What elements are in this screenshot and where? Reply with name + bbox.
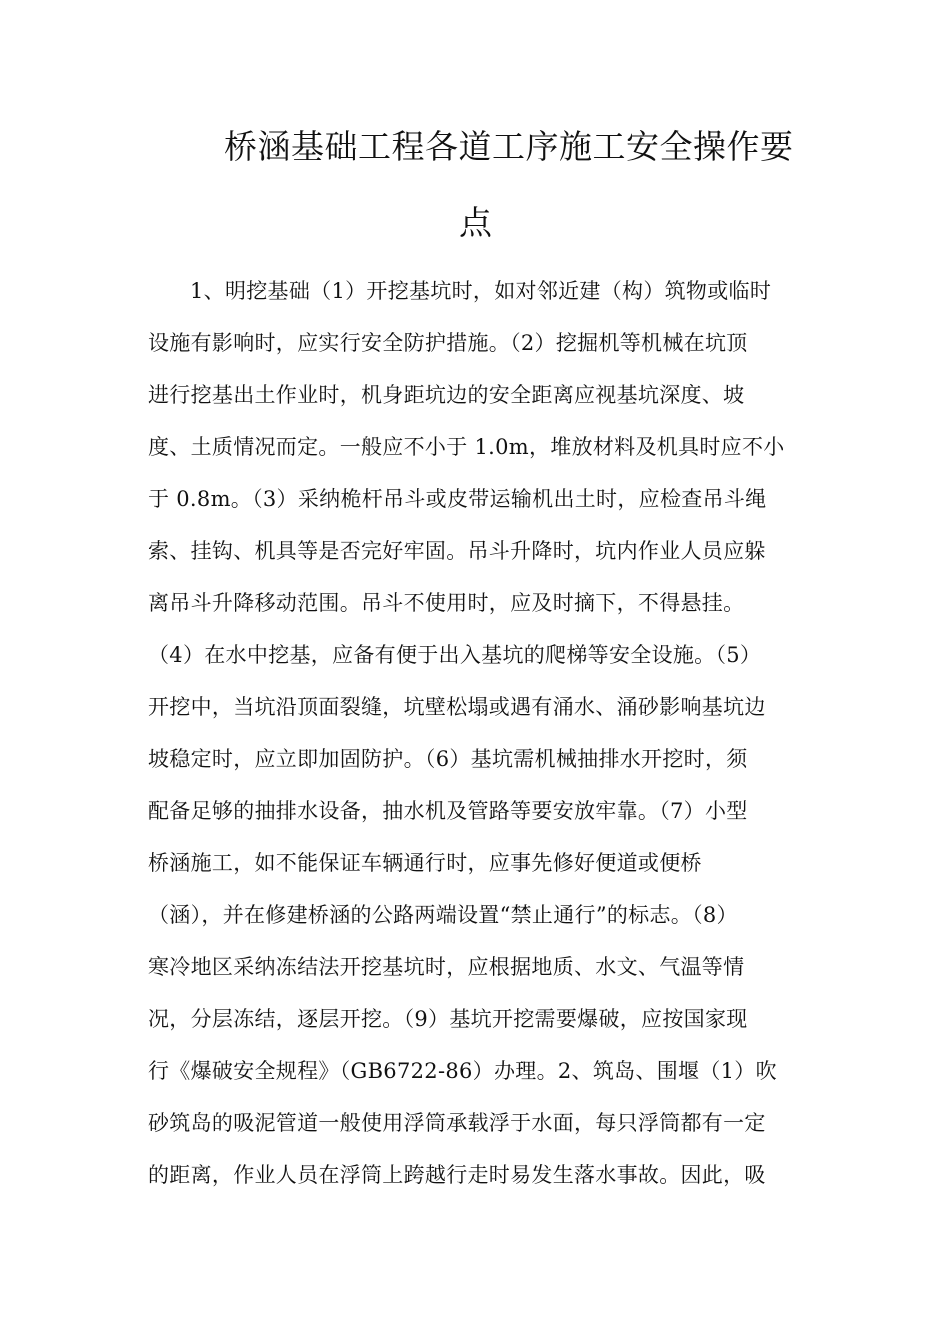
document-title-line-2: 点	[459, 203, 493, 242]
body-line-18: 的距离，作业人员在浮筒上跨越行走时易发生落水事故。因此，吸	[148, 1163, 766, 1187]
body-line-9: 开挖中，当坑沿顶面裂缝，坑壁松塌或遇有涌水、涌砂影响基坑边	[148, 695, 766, 719]
body-line-2: 设施有影响时，应实行安全防护措施。（2）挖掘机等机械在坑顶	[148, 331, 748, 355]
body-line-10: 坡稳定时，应立即加固防护。（6）基坑需机械抽排水开挖时，须	[148, 747, 748, 771]
body-line-12: 桥涵施工，如不能保证车辆通行时，应事先修好便道或便桥	[148, 851, 702, 875]
body-line-8: （4）在水中挖基，应备有便于出入基坑的爬梯等安全设施。（5）	[148, 643, 762, 667]
body-line-11: 配备足够的抽排水设备，抽水机及管路等要安放牢靠。（7）小型	[148, 799, 748, 823]
body-line-4: 度、土质情况而定。一般应不小于 1.0m，堆放材料及机具时应不小	[148, 435, 785, 459]
body-line-17: 砂筑岛的吸泥管道一般使用浮筒承载浮于水面，每只浮筒都有一定	[148, 1111, 766, 1135]
body-line-15: 况，分层冻结，逐层开挖。（9）基坑开挖需要爆破，应按国家现	[148, 1007, 748, 1031]
body-line-13: （涵），并在修建桥涵的公路两端设置“禁止通行”的标志。（8）	[148, 903, 738, 927]
body-line-1: 1、明挖基础（1）开挖基坑时，如对邻近建（构）筑物或临时	[190, 279, 772, 303]
document-title-line-1: 桥涵基础工程各道工序施工安全操作要	[224, 127, 794, 166]
body-line-7: 离吊斗升降移动范围。吊斗不使用时，应及时摘下，不得悬挂。	[148, 591, 745, 615]
body-line-5: 于 0.8m。（3）采纳桅杆吊斗或皮带运输机出土时，应检查吊斗绳	[148, 487, 767, 511]
body-line-6: 索、挂钩、机具等是否完好牢固。吊斗升降时，坑内作业人员应躲	[148, 539, 766, 563]
body-line-14: 寒冷地区采纳冻结法开挖基坑时，应根据地质、水文、气温等情	[148, 955, 745, 979]
body-line-3: 进行挖基出土作业时，机身距坑边的安全距离应视基坑深度、坡	[148, 383, 745, 407]
body-line-16: 行《爆破安全规程》（GB6722-86）办理。2、筑岛、围堰（1）吹	[148, 1059, 777, 1083]
